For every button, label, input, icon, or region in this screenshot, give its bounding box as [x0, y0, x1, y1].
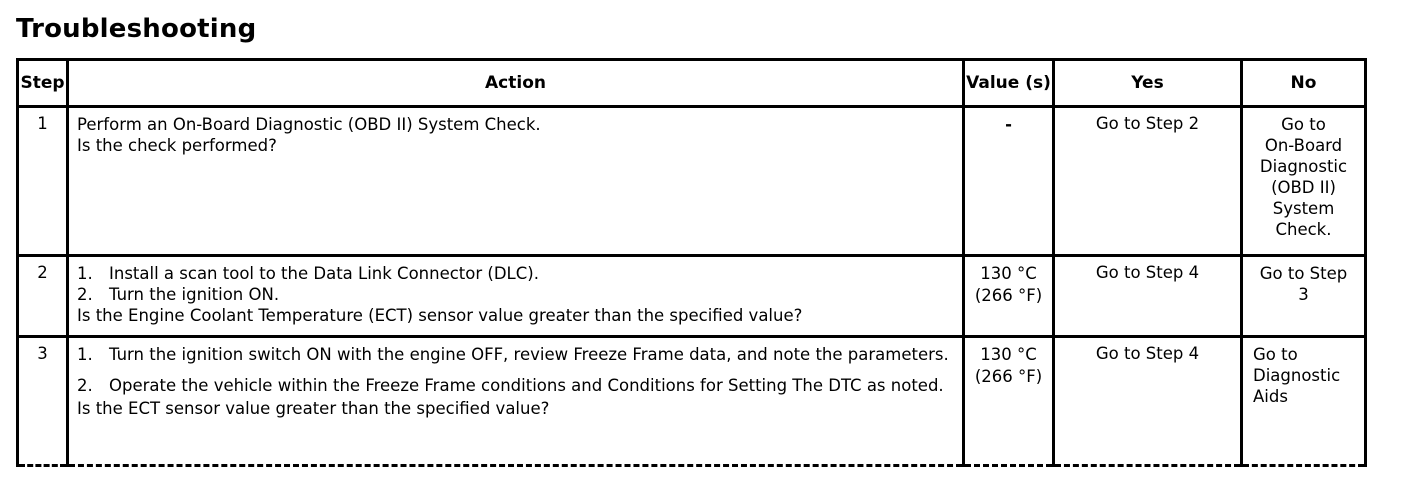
header-action: Action	[68, 60, 964, 107]
header-row	[18, 60, 1366, 107]
action-cell	[68, 337, 964, 466]
troubleshooting-table	[16, 58, 1367, 467]
list-text: Turn the ignition ON.	[109, 285, 280, 304]
action-list-item	[77, 344, 956, 365]
value-cell: -	[964, 107, 1054, 256]
action-list-item	[77, 284, 956, 305]
yes-cell: Go to Step 2	[1054, 107, 1242, 256]
value-text: (266 °F)	[974, 367, 1043, 386]
action-question: Is the ECT sensor value greater than the specified value?	[77, 399, 550, 418]
header-step: Step	[18, 60, 68, 107]
no-text: Go to Step	[1259, 264, 1348, 283]
action-cell	[68, 107, 964, 256]
table-row	[18, 337, 1366, 466]
action-text: Perform an On-Board Diagnostic (OBD II) System Check.	[77, 115, 541, 134]
action-cell	[68, 256, 964, 337]
list-text: Operate the vehicle within the Freeze Frame conditions and Conditions for Setting The DTC as noted.	[109, 376, 944, 395]
no-text: Aids	[1253, 387, 1288, 406]
no-text: 3	[1298, 285, 1309, 304]
page-title: Troubleshooting	[16, 14, 257, 44]
no-cell	[1242, 107, 1366, 256]
no-text: System	[1272, 199, 1335, 218]
action-list-item	[77, 375, 956, 396]
no-text: Go to	[1281, 115, 1326, 134]
header-value: Value (s)	[964, 60, 1054, 107]
action-question: Is the Engine Coolant Temperature (ECT) sensor value greater than the specified value?	[77, 306, 803, 325]
value-text: 130 °C	[980, 345, 1037, 364]
value-cell	[964, 337, 1054, 466]
no-cell	[1242, 256, 1366, 337]
step-number: 1	[18, 107, 68, 256]
list-number: 1.	[77, 264, 93, 283]
list-text: Turn the ignition switch ON with the engine OFF, review Freeze Frame data, and note the parameters.	[109, 345, 949, 364]
yes-cell: Go to Step 4	[1054, 256, 1242, 337]
table-row	[18, 107, 1366, 256]
table-row	[18, 256, 1366, 337]
no-text: Go to	[1253, 345, 1298, 364]
header-yes: Yes	[1054, 60, 1242, 107]
yes-cell: Go to Step 4	[1054, 337, 1242, 466]
action-list-item	[77, 263, 956, 284]
action-question: Is the check performed?	[77, 136, 277, 155]
no-cell	[1242, 337, 1366, 466]
list-number: 1.	[77, 345, 93, 364]
value-text: 130 °C	[980, 264, 1037, 283]
value-cell	[964, 256, 1054, 337]
list-text: Install a scan tool to the Data Link Connector (DLC).	[109, 264, 539, 283]
no-text: Diagnostic	[1253, 366, 1341, 385]
list-number: 2.	[77, 285, 93, 304]
step-number: 2	[18, 256, 68, 337]
list-number: 2.	[77, 376, 93, 395]
step-number: 3	[18, 337, 68, 466]
no-text: Diagnostic	[1259, 157, 1348, 176]
no-text: On-Board	[1264, 136, 1343, 155]
no-text: (OBD II)	[1271, 178, 1336, 197]
value-text: (266 °F)	[974, 286, 1043, 305]
no-text: Check.	[1275, 220, 1332, 239]
header-no: No	[1242, 60, 1366, 107]
